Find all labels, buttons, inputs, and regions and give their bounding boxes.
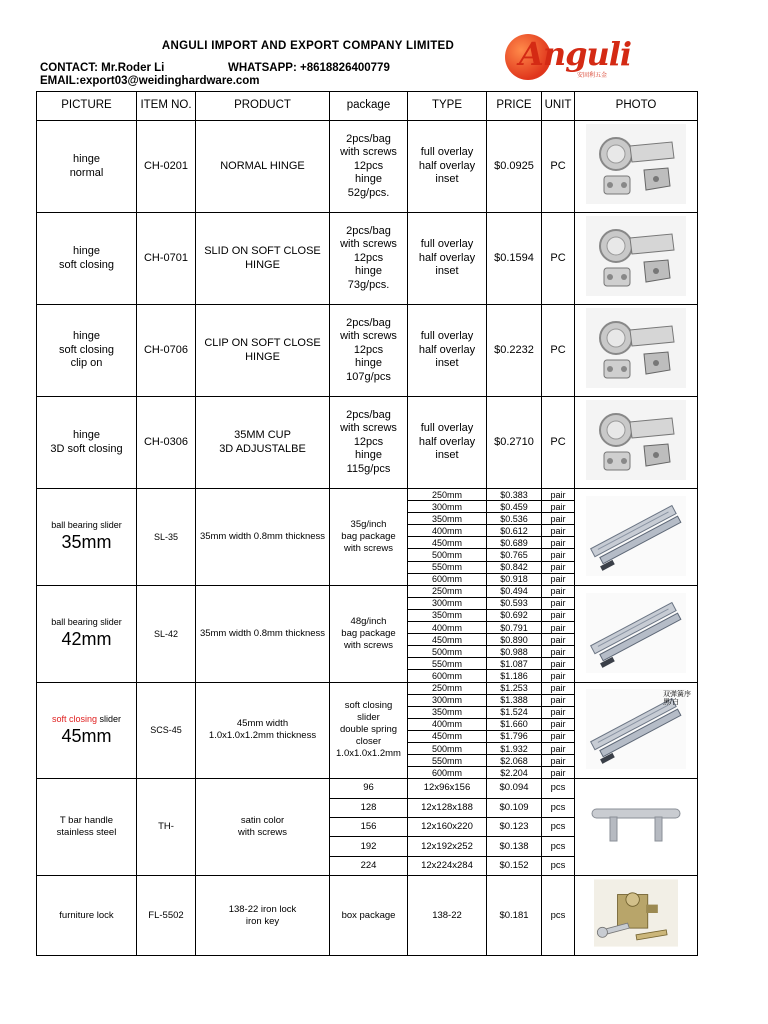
unit: pcs [542,876,575,956]
slider-kind-label [37,617,136,628]
type-info: 138-22 [408,876,487,956]
unit: PC [542,305,575,397]
picture-cell: hinge 3D soft closing [37,397,137,489]
price: $0.138 [487,837,542,856]
unit: pair [542,755,575,767]
unit: pair [542,646,575,658]
price: $0.094 [487,779,542,798]
price: $0.2232 [487,305,542,397]
col-header-photo: PHOTO [575,92,698,121]
unit: pair [542,622,575,634]
hinge-row [37,213,698,305]
unit: pcs [542,856,575,875]
product-name: 35mm width 0.8mm thickness [196,585,330,682]
unit: pcs [542,779,575,798]
slider-length: 550mm [408,755,487,767]
slider-size-row [37,489,698,501]
picture-cell: hinge soft closing [37,213,137,305]
price: $0.765 [487,549,542,561]
item-number: CH-0706 [137,305,196,397]
unit: PC [542,121,575,213]
product-name: CLIP ON SOFT CLOSE HINGE [196,305,330,397]
price: $1.253 [487,682,542,694]
package-info: 35g/inch bag package with screws [330,489,408,586]
logo-text: Anguli [519,35,632,73]
handle-photo-icon [575,795,697,860]
product-name: 138-22 iron lock iron key [196,876,330,956]
slider-length: 550mm [408,658,487,670]
unit: pair [542,694,575,706]
price: $0.612 [487,525,542,537]
handle-dimension: 12x160x220 [408,818,487,837]
picture-cell [37,682,137,779]
slider-length: 350mm [408,513,487,525]
price: $0.890 [487,634,542,646]
slider-length: 450mm [408,537,487,549]
slider-length: 600mm [408,767,487,779]
hinge-row [37,305,698,397]
slider-kind-text: ball bearing slider [51,520,122,531]
price: $1.186 [487,670,542,682]
unit: pair [542,658,575,670]
price: $0.536 [487,513,542,525]
slider-length: 250mm [408,489,487,501]
package-info: 2pcs/bag with screws 12pcs hinge 52g/pcs. [330,121,408,213]
slider-length: 300mm [408,597,487,609]
unit: pair [542,501,575,513]
picture-cell: T bar handle stainless steel [37,779,137,876]
hinge-row [37,397,698,489]
product-name: satin color with screws [196,779,330,876]
unit: pair [542,549,575,561]
package-info: 2pcs/bag with screws 12pcs hinge 73g/pcs. [330,213,408,305]
type-info: full overlay half overlay inset [408,305,487,397]
handle-dimension: 12x96x156 [408,779,487,798]
unit: PC [542,397,575,489]
product-name: NORMAL HINGE [196,121,330,213]
slider-size-row [37,585,698,597]
photo-cell [575,397,698,489]
picture-cell: hinge normal [37,121,137,213]
price: $1.660 [487,718,542,730]
photo-cell [575,121,698,213]
slider-length: 300mm [408,501,487,513]
unit: pcs [542,818,575,837]
slider-length: 400mm [408,718,487,730]
price: $0.459 [487,501,542,513]
handle-length: 96 [330,779,408,798]
price: $0.494 [487,585,542,597]
unit: pair [542,742,575,754]
whatsapp-number: WHATSAPP: +8618826400779 [228,62,390,74]
price: $0.842 [487,561,542,573]
slider-length: 450mm [408,634,487,646]
slider-length: 350mm [408,609,487,621]
slider-length: 500mm [408,646,487,658]
unit: pair [542,513,575,525]
price: $0.791 [487,622,542,634]
email-address: EMAIL:export03@weidinghardware.com [40,75,260,87]
item-number: CH-0701 [137,213,196,305]
product-name: 35mm width 0.8mm thickness [196,489,330,586]
handle-length: 192 [330,837,408,856]
product-name: SLID ON SOFT CLOSE HINGE [196,213,330,305]
unit: pair [542,561,575,573]
lock-photo-icon [575,876,697,955]
package-info: 48g/inch bag package with screws [330,585,408,682]
slider-length: 500mm [408,549,487,561]
price: $2.068 [487,755,542,767]
slider-kind-label [37,714,136,725]
price-list-table [36,91,698,956]
price: $0.988 [487,646,542,658]
slider-length: 500mm [408,742,487,754]
price: $0.1594 [487,213,542,305]
slider-kind-label [37,520,136,531]
type-info: full overlay half overlay inset [408,121,487,213]
slider-size-label: 45mm [61,725,112,746]
col-header-type: TYPE [408,92,487,121]
soft-closing-highlight: soft closing [51,713,97,724]
unit: pair [542,597,575,609]
price: $0.109 [487,798,542,817]
price: $0.692 [487,609,542,621]
picture-cell: hinge soft closing clip on [37,305,137,397]
slider-length: 250mm [408,585,487,597]
item-number: TH- [137,779,196,876]
slider-length: 600mm [408,670,487,682]
unit: pair [542,609,575,621]
price: $0.689 [487,537,542,549]
handle-dimension: 12x192x252 [408,837,487,856]
price: $0.593 [487,597,542,609]
handle-length: 156 [330,818,408,837]
price: $1.524 [487,706,542,718]
slider-photo-icon [575,689,697,771]
price: $1.796 [487,730,542,742]
package-info: box package [330,876,408,956]
hinge-photo-icon [575,124,697,209]
item-number: SCS-45 [137,682,196,779]
col-header-item: ITEM NO. [137,92,196,121]
price: $0.123 [487,818,542,837]
photo-cell [575,682,698,779]
slider-length: 400mm [408,525,487,537]
unit: pair [542,525,575,537]
logo-subtext: 安固利五金 [577,73,608,79]
hinge-photo-icon [575,216,697,301]
item-number: CH-0306 [137,397,196,489]
unit: pair [542,634,575,646]
unit: pair [542,682,575,694]
unit: pair [542,706,575,718]
price: $1.932 [487,742,542,754]
unit: pair [542,489,575,501]
package-info: 2pcs/bag with screws 12pcs hinge 107g/pcs [330,305,408,397]
photo-cell [575,876,698,956]
price: $0.918 [487,573,542,585]
slider-length: 550mm [408,561,487,573]
price: $0.383 [487,489,542,501]
price: $1.087 [487,658,542,670]
price: $2.204 [487,767,542,779]
item-number: SL-35 [137,489,196,586]
type-info: full overlay half overlay inset [408,213,487,305]
slider-size-label: 35mm [61,532,112,553]
package-info: soft closing slider double spring closer 1.0x1.0x1.2mm [330,682,408,779]
unit: PC [542,213,575,305]
slider-length: 600mm [408,573,487,585]
picture-cell [37,489,137,586]
hinge-photo-icon [575,308,697,393]
item-number: FL-5502 [137,876,196,956]
unit: pair [542,718,575,730]
unit: pair [542,537,575,549]
unit: pair [542,730,575,742]
hinge-row [37,121,698,213]
slider-length: 400mm [408,622,487,634]
header-row [37,92,698,121]
photo-cell [575,779,698,876]
product-name: 45mm width 1.0x1.0x1.2mm thickness [196,682,330,779]
unit: pair [542,767,575,779]
package-info: 2pcs/bag with screws 12pcs hinge 115g/pcs [330,397,408,489]
price: $0.181 [487,876,542,956]
contact-name: CONTACT: Mr.Roder Li [40,62,165,74]
slider-size-row [37,682,698,694]
company-logo [505,34,632,82]
handle-length: 128 [330,798,408,817]
item-number: CH-0201 [137,121,196,213]
col-header-product: PRODUCT [196,92,330,121]
slider-size-label: 42mm [61,629,112,650]
handle-dimension: 12x224x284 [408,856,487,875]
lock-row [37,876,698,956]
type-info: full overlay half overlay inset [408,397,487,489]
col-header-unit: UNIT [542,92,575,121]
col-header-picture: PICTURE [37,92,137,121]
slider-kind-text: ball bearing slider [51,617,122,628]
col-header-package: package [330,92,408,121]
item-number: SL-42 [137,585,196,682]
photo-cell [575,305,698,397]
photo-cell [575,585,698,682]
unit: pair [542,573,575,585]
company-name: ANGULI IMPORT AND EXPORT COMPANY LIMITED [161,40,455,52]
slider-length: 250mm [408,682,487,694]
unit: pair [542,585,575,597]
hinge-photo-icon [575,400,697,485]
picture-cell: furniture lock [37,876,137,956]
price: $1.388 [487,694,542,706]
photo-cell [575,213,698,305]
price: $0.2710 [487,397,542,489]
col-header-price: PRICE [487,92,542,121]
slider-photo-icon [575,496,697,578]
photo-cell [575,489,698,586]
slider-photo-icon [575,593,697,675]
picture-cell [37,585,137,682]
unit: pair [542,670,575,682]
product-name: 35MM CUP 3D ADJUSTALBE [196,397,330,489]
handle-size-row [37,779,698,798]
unit: pcs [542,837,575,856]
photo-caption: 双弹簧序 黑/白 [663,691,691,707]
slider-length: 450mm [408,730,487,742]
slider-length: 300mm [408,694,487,706]
unit: pcs [542,798,575,817]
slider-length: 350mm [408,706,487,718]
handle-length: 224 [330,856,408,875]
slider-kind-text: slider [97,713,122,724]
handle-dimension: 12x128x188 [408,798,487,817]
price: $0.152 [487,856,542,875]
price: $0.0925 [487,121,542,213]
